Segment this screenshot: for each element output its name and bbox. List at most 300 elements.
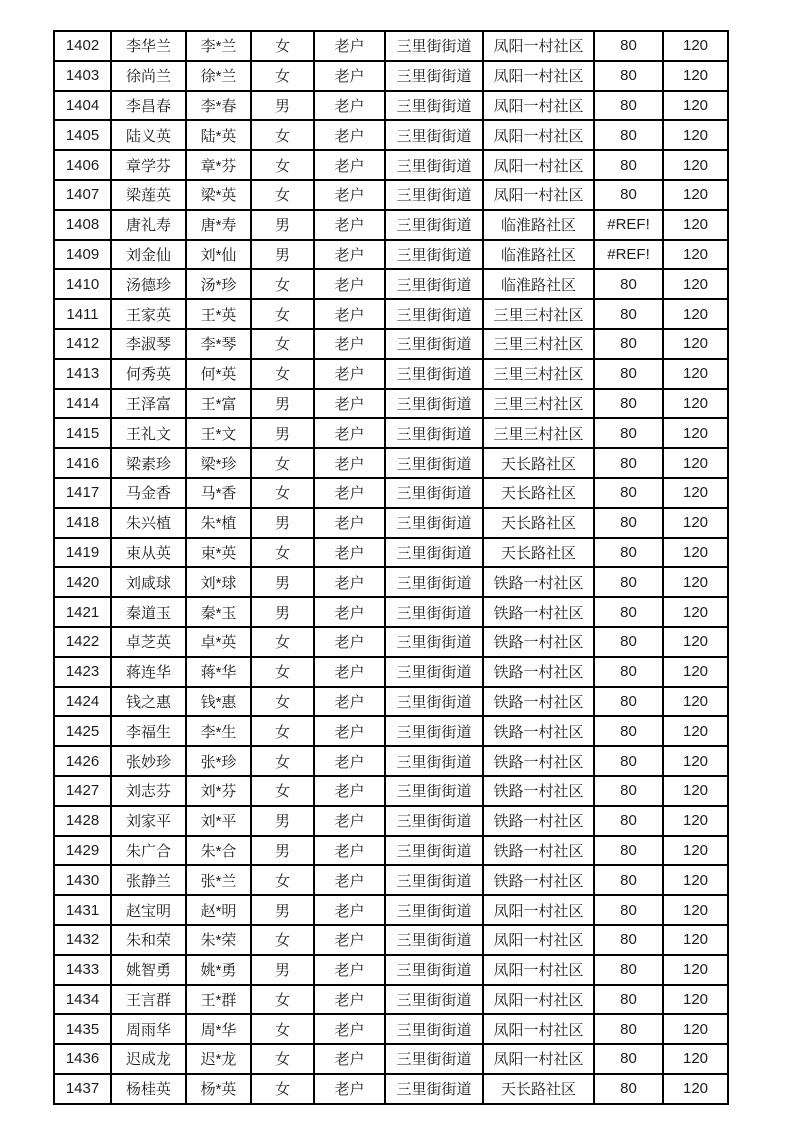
cell-seq: 1423 <box>54 657 111 687</box>
cell-household-type: 老户 <box>314 716 385 746</box>
cell-household-type: 老户 <box>314 389 385 419</box>
cell-full-name: 王言群 <box>111 985 186 1015</box>
cell-full-name: 钱之惠 <box>111 687 186 717</box>
cell-household-type: 老户 <box>314 597 385 627</box>
cell-community: 铁路一村社区 <box>483 746 594 776</box>
cell-household-type: 老户 <box>314 180 385 210</box>
cell-value-b: 120 <box>663 269 728 299</box>
cell-seq: 1422 <box>54 627 111 657</box>
cell-full-name: 汤德珍 <box>111 269 186 299</box>
cell-community: 凤阳一村社区 <box>483 925 594 955</box>
cell-seq: 1430 <box>54 865 111 895</box>
table-row <box>54 329 728 359</box>
table-row <box>54 567 728 597</box>
cell-household-type: 老户 <box>314 776 385 806</box>
cell-value-b: 120 <box>663 538 728 568</box>
table-row <box>54 806 728 836</box>
cell-community: 天长路社区 <box>483 538 594 568</box>
cell-masked-name: 朱*植 <box>186 508 251 538</box>
table-row <box>54 776 728 806</box>
cell-seq: 1403 <box>54 61 111 91</box>
cell-full-name: 刘金仙 <box>111 240 186 270</box>
cell-street: 三里街街道 <box>385 597 483 627</box>
cell-household-type: 老户 <box>314 269 385 299</box>
cell-community: 天长路社区 <box>483 508 594 538</box>
cell-community: 三里三村社区 <box>483 299 594 329</box>
cell-value-b: 120 <box>663 61 728 91</box>
cell-full-name: 朱广合 <box>111 836 186 866</box>
cell-value-a: 80 <box>594 567 663 597</box>
cell-value-a: 80 <box>594 538 663 568</box>
cell-masked-name: 唐*寿 <box>186 210 251 240</box>
cell-household-type: 老户 <box>314 955 385 985</box>
cell-seq: 1407 <box>54 180 111 210</box>
table-row <box>54 746 728 776</box>
cell-community: 临淮路社区 <box>483 269 594 299</box>
cell-community: 铁路一村社区 <box>483 865 594 895</box>
table-sheet <box>53 30 729 1105</box>
cell-street: 三里街街道 <box>385 91 483 121</box>
cell-community: 凤阳一村社区 <box>483 150 594 180</box>
cell-seq: 1411 <box>54 299 111 329</box>
cell-value-b: 120 <box>663 687 728 717</box>
cell-household-type: 老户 <box>314 836 385 866</box>
cell-seq: 1434 <box>54 985 111 1015</box>
resident-table <box>53 30 729 1105</box>
cell-value-a: 80 <box>594 269 663 299</box>
cell-household-type: 老户 <box>314 567 385 597</box>
cell-seq: 1404 <box>54 91 111 121</box>
cell-full-name: 张静兰 <box>111 865 186 895</box>
cell-household-type: 老户 <box>314 120 385 150</box>
cell-full-name: 朱和荣 <box>111 925 186 955</box>
table-row <box>54 389 728 419</box>
cell-street: 三里街街道 <box>385 627 483 657</box>
cell-community: 凤阳一村社区 <box>483 1044 594 1074</box>
cell-household-type: 老户 <box>314 448 385 478</box>
cell-value-a: 80 <box>594 448 663 478</box>
cell-masked-name: 汤*珍 <box>186 269 251 299</box>
cell-value-a: 80 <box>594 180 663 210</box>
table-row <box>54 359 728 389</box>
cell-street: 三里街街道 <box>385 210 483 240</box>
cell-street: 三里街街道 <box>385 508 483 538</box>
cell-household-type: 老户 <box>314 657 385 687</box>
cell-household-type: 老户 <box>314 925 385 955</box>
cell-community: 铁路一村社区 <box>483 836 594 866</box>
cell-community: 天长路社区 <box>483 448 594 478</box>
cell-gender: 男 <box>251 91 314 121</box>
cell-masked-name: 朱*荣 <box>186 925 251 955</box>
cell-full-name: 卓芝英 <box>111 627 186 657</box>
cell-gender: 女 <box>251 538 314 568</box>
cell-gender: 女 <box>251 61 314 91</box>
cell-seq: 1406 <box>54 150 111 180</box>
cell-full-name: 章学芬 <box>111 150 186 180</box>
cell-value-b: 120 <box>663 389 728 419</box>
cell-street: 三里街街道 <box>385 806 483 836</box>
cell-masked-name: 刘*球 <box>186 567 251 597</box>
cell-street: 三里街街道 <box>385 61 483 91</box>
table-row <box>54 180 728 210</box>
table-row <box>54 865 728 895</box>
cell-value-b: 120 <box>663 31 728 61</box>
cell-gender: 女 <box>251 687 314 717</box>
cell-community: 凤阳一村社区 <box>483 985 594 1015</box>
cell-value-b: 120 <box>663 359 728 389</box>
cell-value-a: 80 <box>594 657 663 687</box>
cell-street: 三里街街道 <box>385 120 483 150</box>
cell-masked-name: 杨*英 <box>186 1074 251 1104</box>
cell-masked-name: 迟*龙 <box>186 1044 251 1074</box>
cell-full-name: 杨桂英 <box>111 1074 186 1104</box>
cell-household-type: 老户 <box>314 806 385 836</box>
cell-seq: 1408 <box>54 210 111 240</box>
cell-value-a: 80 <box>594 985 663 1015</box>
cell-value-a: 80 <box>594 299 663 329</box>
cell-gender: 男 <box>251 895 314 925</box>
cell-value-a: 80 <box>594 1044 663 1074</box>
cell-value-a: 80 <box>594 776 663 806</box>
cell-street: 三里街街道 <box>385 1044 483 1074</box>
cell-value-a: 80 <box>594 1014 663 1044</box>
cell-gender: 男 <box>251 836 314 866</box>
cell-household-type: 老户 <box>314 895 385 925</box>
cell-value-b: 120 <box>663 657 728 687</box>
cell-community: 凤阳一村社区 <box>483 1014 594 1044</box>
cell-masked-name: 王*英 <box>186 299 251 329</box>
cell-street: 三里街街道 <box>385 1014 483 1044</box>
cell-household-type: 老户 <box>314 359 385 389</box>
cell-household-type: 老户 <box>314 91 385 121</box>
cell-value-b: 120 <box>663 955 728 985</box>
cell-gender: 男 <box>251 955 314 985</box>
cell-community: 三里三村社区 <box>483 329 594 359</box>
cell-gender: 男 <box>251 210 314 240</box>
cell-masked-name: 刘*平 <box>186 806 251 836</box>
cell-masked-name: 赵*明 <box>186 895 251 925</box>
table-row <box>54 269 728 299</box>
cell-gender: 女 <box>251 448 314 478</box>
cell-gender: 女 <box>251 299 314 329</box>
cell-value-b: 120 <box>663 478 728 508</box>
cell-seq: 1405 <box>54 120 111 150</box>
table-row <box>54 448 728 478</box>
cell-community: 铁路一村社区 <box>483 627 594 657</box>
cell-value-a: 80 <box>594 955 663 985</box>
cell-value-b: 120 <box>663 925 728 955</box>
cell-community: 凤阳一村社区 <box>483 91 594 121</box>
table-row <box>54 1014 728 1044</box>
cell-seq: 1419 <box>54 538 111 568</box>
cell-street: 三里街街道 <box>385 836 483 866</box>
cell-street: 三里街街道 <box>385 895 483 925</box>
cell-full-name: 张妙珍 <box>111 746 186 776</box>
table-row <box>54 895 728 925</box>
cell-gender: 女 <box>251 1044 314 1074</box>
table-row <box>54 687 728 717</box>
cell-street: 三里街街道 <box>385 687 483 717</box>
cell-full-name: 束从英 <box>111 538 186 568</box>
cell-masked-name: 卓*英 <box>186 627 251 657</box>
cell-gender: 女 <box>251 627 314 657</box>
cell-household-type: 老户 <box>314 240 385 270</box>
cell-gender: 男 <box>251 418 314 448</box>
cell-gender: 女 <box>251 985 314 1015</box>
cell-household-type: 老户 <box>314 1044 385 1074</box>
cell-value-a: 80 <box>594 1074 663 1104</box>
cell-value-a: 80 <box>594 597 663 627</box>
cell-value-b: 120 <box>663 210 728 240</box>
cell-masked-name: 蒋*华 <box>186 657 251 687</box>
table-row <box>54 418 728 448</box>
cell-value-a: 80 <box>594 120 663 150</box>
cell-value-a: 80 <box>594 61 663 91</box>
cell-masked-name: 王*群 <box>186 985 251 1015</box>
cell-masked-name: 秦*玉 <box>186 597 251 627</box>
cell-gender: 男 <box>251 240 314 270</box>
cell-seq: 1435 <box>54 1014 111 1044</box>
cell-value-b: 120 <box>663 240 728 270</box>
cell-full-name: 周雨华 <box>111 1014 186 1044</box>
table-row <box>54 955 728 985</box>
cell-value-b: 120 <box>663 597 728 627</box>
cell-household-type: 老户 <box>314 31 385 61</box>
cell-street: 三里街街道 <box>385 418 483 448</box>
cell-street: 三里街街道 <box>385 478 483 508</box>
cell-household-type: 老户 <box>314 538 385 568</box>
cell-street: 三里街街道 <box>385 299 483 329</box>
cell-gender: 女 <box>251 925 314 955</box>
cell-street: 三里街街道 <box>385 180 483 210</box>
cell-community: 凤阳一村社区 <box>483 120 594 150</box>
cell-gender: 女 <box>251 657 314 687</box>
cell-value-a: 80 <box>594 389 663 419</box>
cell-value-b: 120 <box>663 329 728 359</box>
cell-seq: 1409 <box>54 240 111 270</box>
cell-gender: 女 <box>251 716 314 746</box>
cell-community: 铁路一村社区 <box>483 806 594 836</box>
cell-masked-name: 姚*勇 <box>186 955 251 985</box>
cell-household-type: 老户 <box>314 150 385 180</box>
cell-full-name: 刘志芬 <box>111 776 186 806</box>
cell-seq: 1424 <box>54 687 111 717</box>
cell-gender: 女 <box>251 746 314 776</box>
cell-street: 三里街街道 <box>385 150 483 180</box>
cell-household-type: 老户 <box>314 627 385 657</box>
cell-value-a: 80 <box>594 836 663 866</box>
cell-street: 三里街街道 <box>385 448 483 478</box>
cell-full-name: 刘家平 <box>111 806 186 836</box>
cell-full-name: 赵宝明 <box>111 895 186 925</box>
cell-street: 三里街街道 <box>385 567 483 597</box>
cell-masked-name: 陆*英 <box>186 120 251 150</box>
cell-gender: 女 <box>251 359 314 389</box>
cell-community: 凤阳一村社区 <box>483 955 594 985</box>
cell-community: 三里三村社区 <box>483 389 594 419</box>
cell-masked-name: 张*珍 <box>186 746 251 776</box>
cell-value-b: 120 <box>663 448 728 478</box>
cell-value-b: 120 <box>663 865 728 895</box>
cell-community: 铁路一村社区 <box>483 567 594 597</box>
cell-seq: 1416 <box>54 448 111 478</box>
table-row <box>54 240 728 270</box>
table-row <box>54 985 728 1015</box>
cell-street: 三里街街道 <box>385 359 483 389</box>
cell-value-b: 120 <box>663 985 728 1015</box>
cell-household-type: 老户 <box>314 508 385 538</box>
cell-household-type: 老户 <box>314 687 385 717</box>
cell-seq: 1436 <box>54 1044 111 1074</box>
cell-street: 三里街街道 <box>385 31 483 61</box>
cell-seq: 1425 <box>54 716 111 746</box>
cell-value-a: #REF! <box>594 210 663 240</box>
cell-street: 三里街街道 <box>385 269 483 299</box>
table-row <box>54 925 728 955</box>
cell-masked-name: 刘*仙 <box>186 240 251 270</box>
cell-masked-name: 徐*兰 <box>186 61 251 91</box>
table-row <box>54 627 728 657</box>
cell-seq: 1418 <box>54 508 111 538</box>
cell-street: 三里街街道 <box>385 389 483 419</box>
cell-value-a: 80 <box>594 508 663 538</box>
cell-full-name: 王礼文 <box>111 418 186 448</box>
cell-value-b: 120 <box>663 806 728 836</box>
cell-seq: 1412 <box>54 329 111 359</box>
cell-seq: 1402 <box>54 31 111 61</box>
cell-masked-name: 王*富 <box>186 389 251 419</box>
cell-value-a: 80 <box>594 746 663 776</box>
cell-community: 铁路一村社区 <box>483 687 594 717</box>
cell-gender: 女 <box>251 31 314 61</box>
resident-table-body <box>54 31 728 1104</box>
cell-gender: 女 <box>251 478 314 508</box>
cell-household-type: 老户 <box>314 746 385 776</box>
cell-value-a: 80 <box>594 716 663 746</box>
cell-masked-name: 梁*珍 <box>186 448 251 478</box>
cell-value-b: 120 <box>663 716 728 746</box>
cell-full-name: 李昌春 <box>111 91 186 121</box>
cell-household-type: 老户 <box>314 1014 385 1044</box>
cell-seq: 1410 <box>54 269 111 299</box>
table-row <box>54 716 728 746</box>
table-row <box>54 657 728 687</box>
cell-value-a: 80 <box>594 329 663 359</box>
cell-masked-name: 束*英 <box>186 538 251 568</box>
cell-masked-name: 章*芬 <box>186 150 251 180</box>
cell-value-b: 120 <box>663 746 728 776</box>
cell-household-type: 老户 <box>314 418 385 448</box>
cell-gender: 男 <box>251 597 314 627</box>
cell-community: 三里三村社区 <box>483 418 594 448</box>
cell-full-name: 唐礼寿 <box>111 210 186 240</box>
cell-masked-name: 张*兰 <box>186 865 251 895</box>
cell-masked-name: 周*华 <box>186 1014 251 1044</box>
cell-full-name: 姚智勇 <box>111 955 186 985</box>
cell-value-a: 80 <box>594 925 663 955</box>
cell-community: 天长路社区 <box>483 1074 594 1104</box>
cell-full-name: 王家英 <box>111 299 186 329</box>
cell-seq: 1414 <box>54 389 111 419</box>
cell-community: 凤阳一村社区 <box>483 61 594 91</box>
cell-value-a: 80 <box>594 418 663 448</box>
cell-full-name: 秦道玉 <box>111 597 186 627</box>
cell-street: 三里街街道 <box>385 746 483 776</box>
cell-value-a: 80 <box>594 806 663 836</box>
cell-full-name: 王泽富 <box>111 389 186 419</box>
cell-value-a: 80 <box>594 627 663 657</box>
table-row <box>54 210 728 240</box>
cell-gender: 女 <box>251 865 314 895</box>
cell-value-a: 80 <box>594 31 663 61</box>
table-row <box>54 120 728 150</box>
cell-community: 凤阳一村社区 <box>483 31 594 61</box>
cell-value-b: 120 <box>663 567 728 597</box>
cell-community: 铁路一村社区 <box>483 776 594 806</box>
cell-community: 凤阳一村社区 <box>483 180 594 210</box>
cell-household-type: 老户 <box>314 329 385 359</box>
cell-seq: 1433 <box>54 955 111 985</box>
cell-full-name: 李华兰 <box>111 31 186 61</box>
cell-full-name: 迟成龙 <box>111 1044 186 1074</box>
cell-full-name: 徐尚兰 <box>111 61 186 91</box>
table-row <box>54 91 728 121</box>
cell-full-name: 陆义英 <box>111 120 186 150</box>
cell-seq: 1415 <box>54 418 111 448</box>
cell-household-type: 老户 <box>314 985 385 1015</box>
cell-gender: 女 <box>251 1014 314 1044</box>
cell-community: 铁路一村社区 <box>483 716 594 746</box>
cell-value-a: 80 <box>594 91 663 121</box>
cell-seq: 1437 <box>54 1074 111 1104</box>
cell-community: 凤阳一村社区 <box>483 895 594 925</box>
table-row <box>54 150 728 180</box>
cell-seq: 1432 <box>54 925 111 955</box>
cell-masked-name: 马*香 <box>186 478 251 508</box>
cell-street: 三里街街道 <box>385 716 483 746</box>
cell-value-a: 80 <box>594 865 663 895</box>
table-row <box>54 1074 728 1104</box>
cell-gender: 女 <box>251 120 314 150</box>
cell-household-type: 老户 <box>314 865 385 895</box>
cell-masked-name: 王*文 <box>186 418 251 448</box>
cell-community: 临淮路社区 <box>483 240 594 270</box>
cell-masked-name: 刘*芬 <box>186 776 251 806</box>
cell-masked-name: 梁*英 <box>186 180 251 210</box>
cell-value-b: 120 <box>663 1074 728 1104</box>
cell-street: 三里街街道 <box>385 240 483 270</box>
cell-street: 三里街街道 <box>385 329 483 359</box>
cell-seq: 1429 <box>54 836 111 866</box>
cell-gender: 女 <box>251 150 314 180</box>
table-row <box>54 597 728 627</box>
table-row <box>54 836 728 866</box>
cell-full-name: 李淑琴 <box>111 329 186 359</box>
cell-street: 三里街街道 <box>385 776 483 806</box>
cell-value-b: 120 <box>663 120 728 150</box>
cell-household-type: 老户 <box>314 61 385 91</box>
cell-seq: 1428 <box>54 806 111 836</box>
cell-value-a: 80 <box>594 478 663 508</box>
table-row <box>54 1044 728 1074</box>
cell-value-b: 120 <box>663 627 728 657</box>
cell-value-b: 120 <box>663 150 728 180</box>
cell-masked-name: 李*生 <box>186 716 251 746</box>
cell-street: 三里街街道 <box>385 538 483 568</box>
cell-seq: 1417 <box>54 478 111 508</box>
cell-value-a: 80 <box>594 687 663 717</box>
cell-value-b: 120 <box>663 91 728 121</box>
